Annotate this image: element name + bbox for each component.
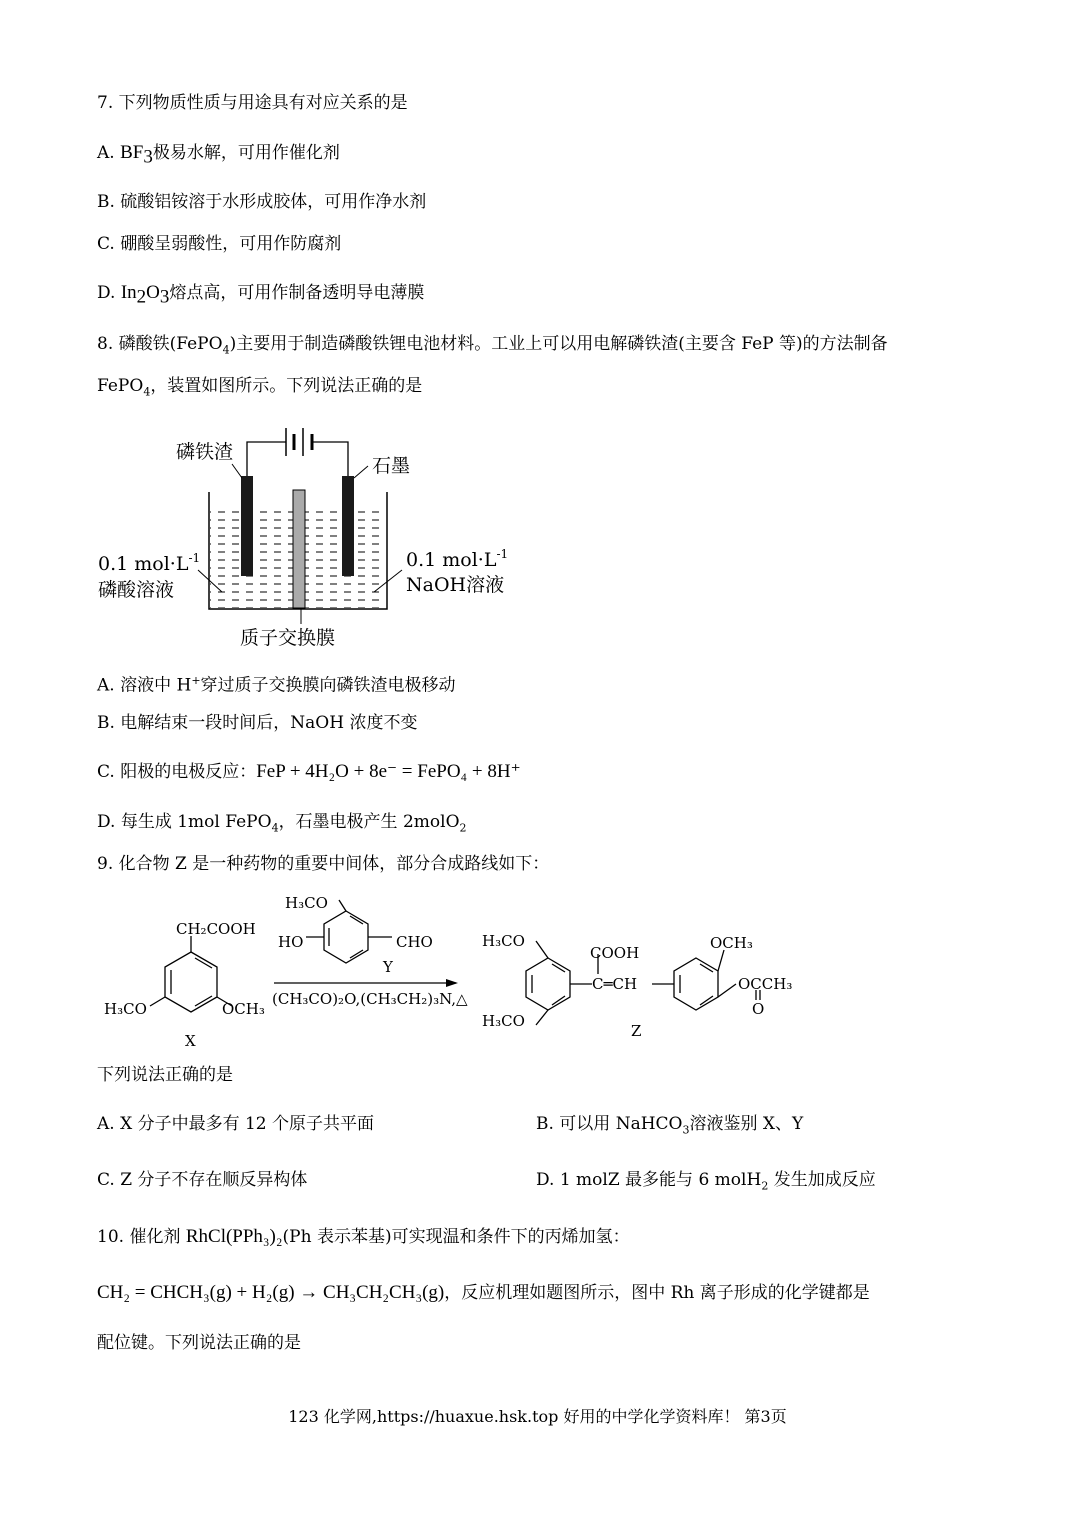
q7-option-c: C. 硼酸呈弱酸性，可用作防腐剂 — [97, 234, 342, 254]
y-substituent-left: HO — [278, 933, 304, 951]
wire-left — [247, 442, 286, 476]
q9-option-a: A. X 分子中最多有 12 个原子共平面 — [97, 1114, 375, 1134]
q9-option-b: B. 可以用 NaHCO$_3$溶液鉴别 X、Y — [536, 1114, 804, 1137]
z-substituent-bottom-left: H₃CO — [482, 1012, 525, 1030]
label-membrane: 质子交换膜 — [240, 627, 336, 649]
y-label: Y — [383, 958, 393, 976]
reaction-conditions: (CH₃CO)₂O,(CH₃CH₂)₃N,△ — [272, 990, 468, 1008]
z-carboxyl: COOH — [590, 944, 640, 962]
q9-stem: 9. 化合物 Z 是一种药物的重要中间体，部分合成路线如下： — [97, 854, 550, 874]
z-methoxy: OCH₃ — [710, 934, 753, 952]
q8-stem-line2: FePO$_4$，装置如图所示。下列说法正确的是 — [97, 376, 423, 399]
synthesis-scheme — [96, 886, 816, 1058]
electrolysis-cell-diagram — [90, 420, 530, 655]
q10-stem: 10. 催化剂 RhCl(PPh₃)₂(Ph 表示苯基)可实现温和条件下的丙烯加氢： — [97, 1226, 630, 1247]
left-electrode — [241, 476, 253, 576]
z-substituent-top-left: H₃CO — [482, 932, 525, 950]
q9-option-d: D. 1 molZ 最多能与 6 molH$_2$ 发生加成反应 — [536, 1170, 876, 1193]
arrow-head — [446, 979, 458, 987]
page-footer: 123 化学网,https://huaxue.hsk.top 好用的中学化学资料库！ 第3页 — [288, 1407, 787, 1426]
proton-exchange-membrane — [293, 490, 305, 608]
z-alkene-chain: C═CH — [592, 975, 638, 993]
z-carbonyl-oxygen: O — [752, 1000, 765, 1018]
x-label: X — [185, 1032, 196, 1050]
q7-option-a: A. $BF_3$极易水解，可用作催化剂 — [97, 142, 340, 168]
q8-option-a: A. 溶液中 H+穿过质子交换膜向磷铁渣电极移动 — [97, 674, 456, 696]
q7-stem: 7. 下列物质性质与用途具有对应关系的是 — [97, 93, 408, 113]
z-label: Z — [631, 1022, 642, 1040]
q9-sub-stem: 下列说法正确的是 — [97, 1065, 233, 1085]
q10-stem-line3: 配位键。下列说法正确的是 — [97, 1333, 301, 1353]
x-substituent-top: CH₂COOH — [176, 920, 256, 938]
q9-option-c: C. Z 分子不存在顺反异构体 — [97, 1170, 308, 1190]
wire-right — [312, 442, 348, 476]
label-left-solution: 磷酸溶液 — [98, 579, 175, 601]
q7-option-b: B. 硫酸铝铵溶于水形成胶体，可用作净水剂 — [97, 192, 427, 212]
q8-option-b: B. 电解结束一段时间后，NaOH 浓度不变 — [97, 713, 418, 733]
q8-option-d: D. 每生成 1mol FePO$_4$，石墨电极产生 2molO$_2$ — [97, 812, 467, 835]
label-left-electrode: 磷铁渣 — [176, 441, 234, 463]
label-left-concentration: 0.1 $mol\cdot L^{-1}$ — [98, 551, 201, 575]
y-benzene-ring — [324, 911, 368, 963]
right-electrode — [342, 476, 354, 576]
q7-option-d: D. $In_2O_3$熔点高，可用作制备透明导电薄膜 — [97, 282, 425, 308]
x-substituent-right: OCH₃ — [222, 1000, 265, 1018]
x-substituent-left: H₃CO — [104, 1000, 147, 1018]
q8-option-c: C. 阳极的电极反应：FeP + 4H₂O + 8e⁻ = FePO₄ + 8H⁺ — [97, 761, 521, 782]
x-benzene-ring — [165, 952, 217, 1012]
label-right-solution: NaOH溶液 — [406, 574, 505, 596]
z-acetoxy: OCCH₃ — [738, 975, 793, 993]
label-right-concentration: 0.1 $mol\cdot L^{-1}$ — [406, 547, 509, 571]
q8-stem-line1: 8. 磷酸铁(FePO$_4$)主要用于制造磷酸铁锂电池材料。工业上可以用电解磷铁渣(主要含 FeP 等)的方法制备 — [97, 334, 888, 357]
q10-equation-line: CH₂ = CHCH₃(g) + H₂(g) → CH₃CH₂CH₃(g)，反应机理如题图所示，图中 Rh 离子形成的化学键都是 — [97, 1282, 870, 1303]
y-substituent-right: CHO — [396, 933, 433, 951]
label-right-electrode: 石墨 — [372, 455, 411, 477]
y-substituent-top: H₃CO — [285, 894, 328, 912]
